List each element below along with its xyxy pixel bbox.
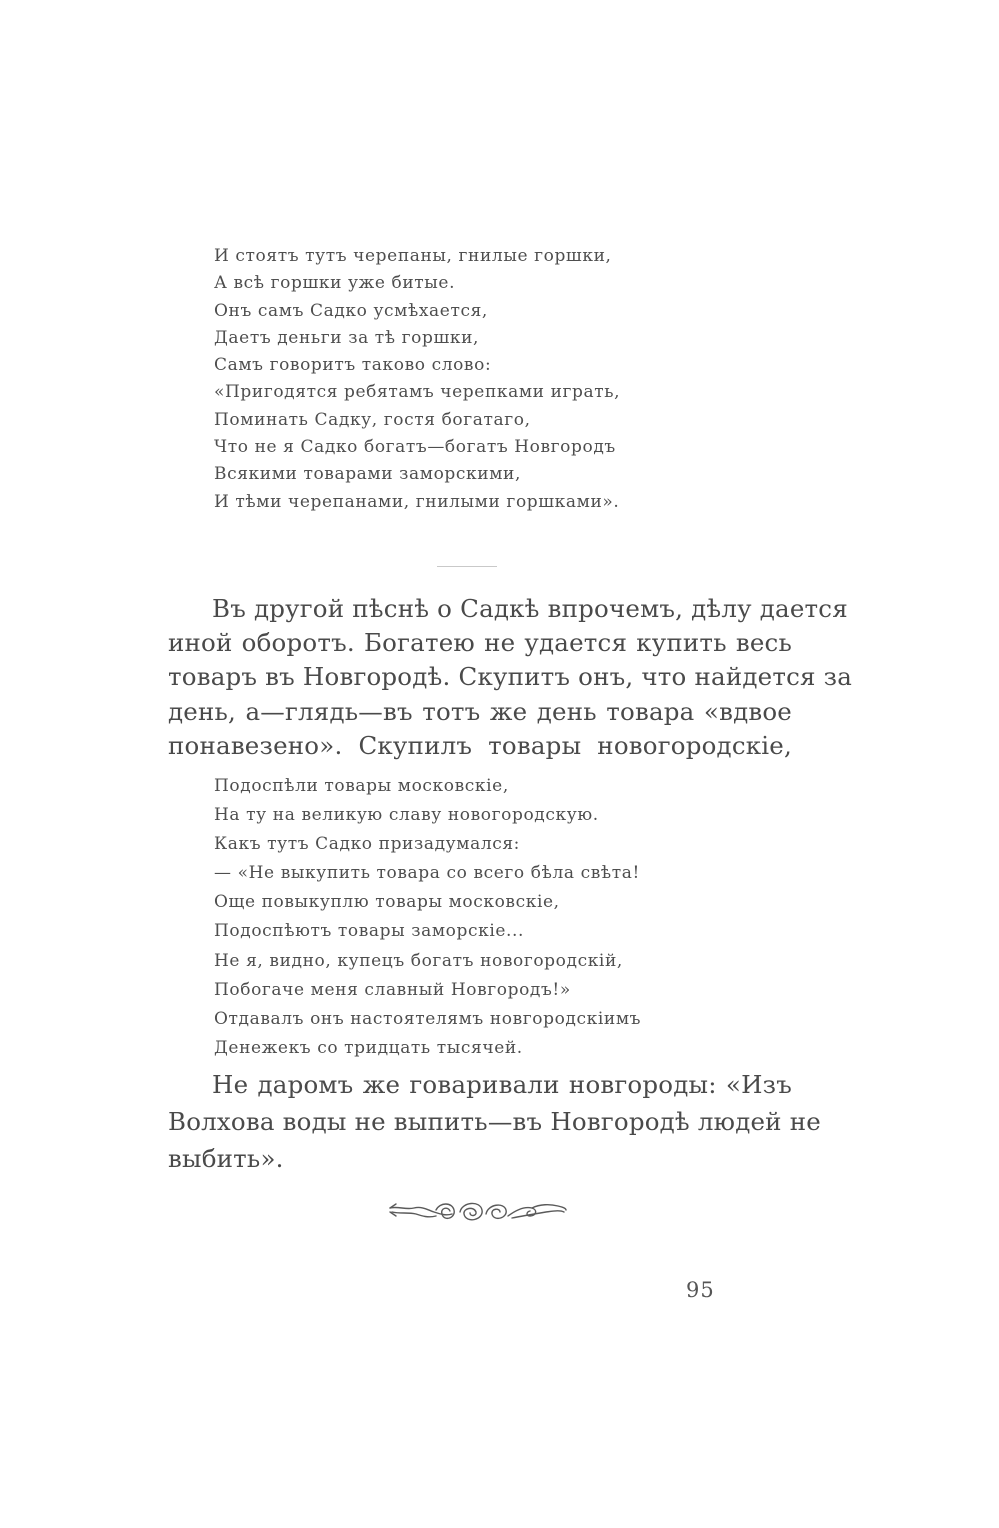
verse-line: Подоспѣли товары московскіе, <box>214 776 509 796</box>
verse-line: Побогаче меня славный Новгородъ!» <box>214 979 571 1000</box>
tailpiece-ornament-icon <box>388 1196 568 1226</box>
verse-line: — «Не выкупить товара со всего бѣла свѣта! <box>214 863 640 884</box>
verse-line: Отдавалъ онъ настоятелямъ новгородскіимъ <box>214 1008 642 1029</box>
verse-line: Денежекъ со тридцать тысячей. <box>214 1037 523 1058</box>
prose-line: Въ другой пѣснѣ о Садкѣ впрочемъ, дѣлу дается <box>212 594 848 623</box>
verse-line: Самъ говоритъ таково слово: <box>214 355 492 376</box>
verse-line: А всѣ горшки уже битые. <box>214 273 456 294</box>
verse-block-1 <box>214 243 714 516</box>
prose-line: понавезено». Скупилъ товары новогородскіе, <box>168 730 792 760</box>
verse-line: Что не я Садко богатъ—богатъ Новгородъ <box>214 437 616 458</box>
verse-line: Даетъ деньги за тѣ горшки, <box>214 327 480 348</box>
verse-line: Поминать Садку, гостя богатаго, <box>214 409 531 430</box>
verse-line: Още повыкуплю товары московскіе, <box>214 892 560 913</box>
verse-line: Подоспѣютъ товары заморскіе... <box>214 921 525 942</box>
prose-line: Волхова воды не выпить—въ Новгородѣ людей не <box>168 1107 821 1136</box>
prose-paragraph-2 <box>168 1066 821 1177</box>
prose-paragraph-1 <box>168 592 853 763</box>
verse-line: Какъ тутъ Садко призадумался: <box>214 834 520 855</box>
verse-line: «Пригодятся ребятамъ черепками играть, <box>214 382 621 403</box>
prose-line: день, а—глядь—въ тотъ же день товара «вдвое <box>168 696 792 726</box>
prose-line: иной оборотъ. Богатею не удается купить весь <box>168 628 792 658</box>
verse-line: И тѣми черепанами, гнилыми горшками». <box>214 491 620 512</box>
prose-line: выбить». <box>168 1144 284 1173</box>
verse-line: Онъ самъ Садко усмѣхается, <box>214 300 488 321</box>
verse-line: И стоятъ тутъ черепаны, гнилые горшки, <box>214 246 612 266</box>
prose-line: товаръ въ Новгородѣ. Скупитъ онъ, что найдется за <box>168 662 853 692</box>
page-number: 95 <box>686 1278 715 1302</box>
verse-line: Не я, видно, купецъ богатъ новогородскій, <box>214 950 623 971</box>
verse-block-2 <box>214 772 714 1063</box>
verse-line: Всякими товарами заморскими, <box>214 464 521 485</box>
prose-line: Не даромъ же говаривали новгороды: «Изъ <box>212 1070 792 1099</box>
section-divider <box>437 566 497 567</box>
verse-line: На ту на великую славу новогородскую. <box>214 805 599 826</box>
